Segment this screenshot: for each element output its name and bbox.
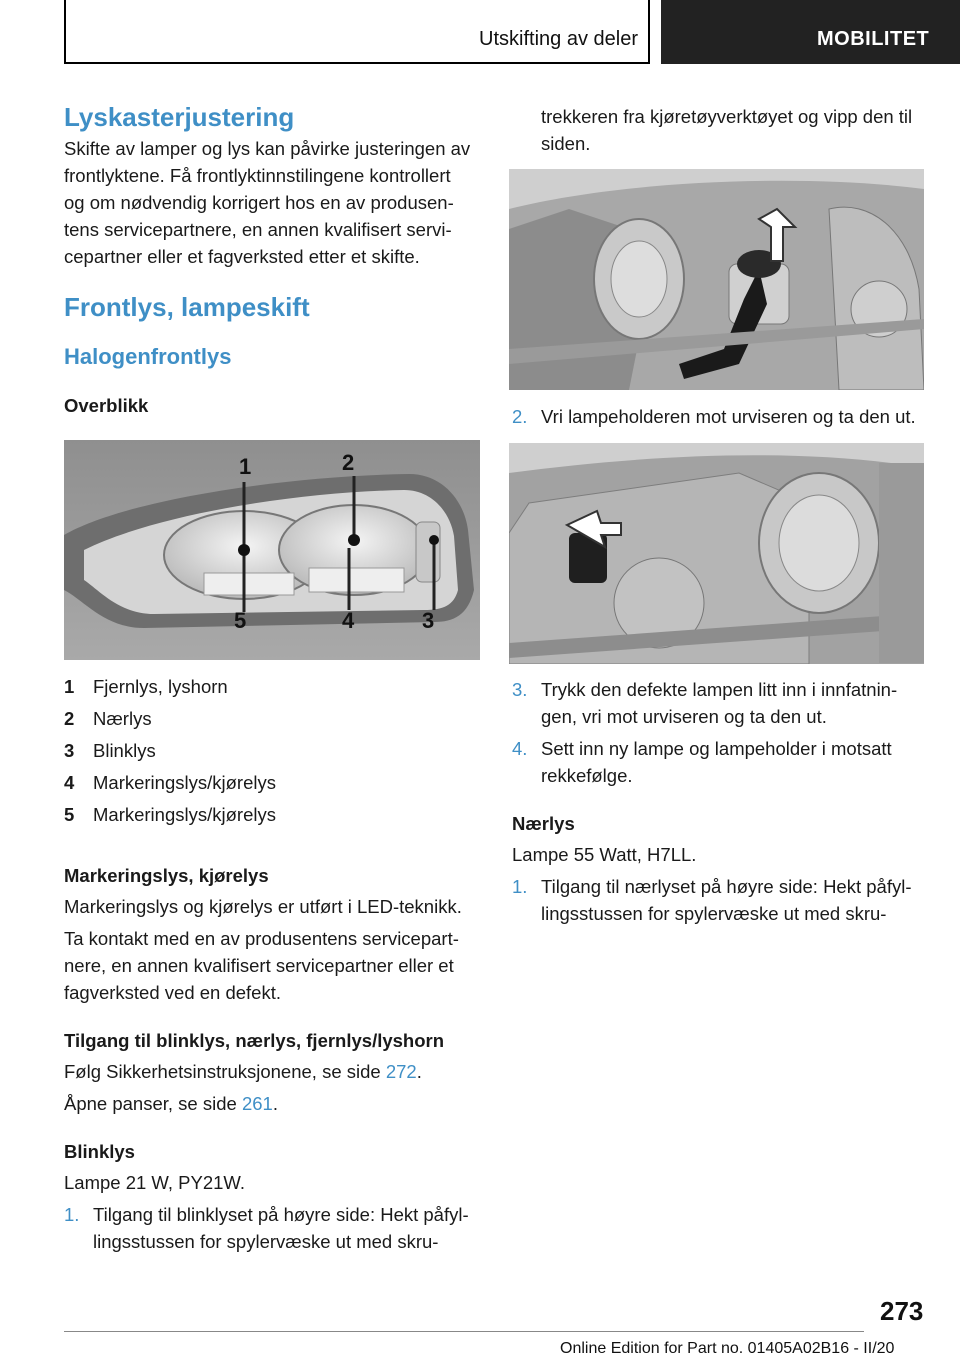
heading-frontlys: Frontlys, lampeskift xyxy=(64,292,310,322)
text-line: frontlyktene. Få frontlyktinnstilingene kontrollert xyxy=(64,165,451,186)
paragraph-hood xyxy=(64,1090,484,1117)
text-line: gen, vri mot urviseren og ta den ut. xyxy=(541,706,827,727)
text-line: trekkeren fra kjøretøyverktøyet og vipp den til xyxy=(541,106,913,127)
legend-number: 4 xyxy=(64,772,75,793)
paragraph-marker-2 xyxy=(64,925,484,1006)
engine-bay-figure-1 xyxy=(509,169,924,390)
page-number: 273 xyxy=(880,1296,924,1326)
legend-number: 3 xyxy=(64,740,75,761)
legend-item xyxy=(64,769,484,801)
chapter-tab xyxy=(661,0,960,64)
paragraph-blink-lamp: Lampe 21 W, PY21W. xyxy=(64,1172,245,1193)
text-line: og om nødvendig korrigert hos en av produsen- xyxy=(64,192,454,213)
text-inline: . xyxy=(272,1093,278,1114)
legend-number: 1 xyxy=(64,676,75,697)
page-link-261[interactable]: 261 xyxy=(241,1093,273,1114)
heading-lyskasterjustering: Lyskasterjustering xyxy=(64,102,295,132)
engine-bay-illustration-1 xyxy=(509,169,924,390)
text-line: Vri lampeholderen mot urviseren og ta den ut. xyxy=(541,406,916,427)
legend-text: Markeringslys/kjørelys xyxy=(93,804,276,825)
subheading-naerlys: Nærlys xyxy=(512,813,575,834)
right-column-lower xyxy=(512,676,932,927)
heading-halogen: Halogenfrontlys xyxy=(64,344,232,369)
header-rule-separator xyxy=(648,0,650,64)
text-inline: Følg Sikkerhetsinstruksjonene, se side xyxy=(64,1061,386,1082)
footer-rule xyxy=(64,1331,864,1332)
engine-bay-figure-2 xyxy=(509,443,924,664)
figure-legend xyxy=(64,673,484,833)
legend-text: Markeringslys/kjørelys xyxy=(93,772,276,793)
step-item xyxy=(512,403,932,430)
figure-label-3: 3 xyxy=(422,608,435,633)
subheading-markeringslys: Markeringslys, kjørelys xyxy=(64,865,269,886)
legend-item xyxy=(64,801,484,833)
chapter-label: MOBILITET xyxy=(817,28,930,50)
paragraph-low-lamp: Lampe 55 Watt, H7LL. xyxy=(512,844,697,865)
left-column xyxy=(64,104,484,419)
section-title: Utskifting av deler xyxy=(479,28,638,50)
paragraph-adjust xyxy=(64,135,484,270)
text-line: Skifte av lamper og lys kan påvirke justeringen av xyxy=(64,138,471,159)
legend-item xyxy=(64,673,484,705)
footer-edition: Online Edition for Part no. 01405A02B16 - II/20 xyxy=(560,1340,895,1357)
figure-label-2: 2 xyxy=(342,450,355,475)
paragraph-safety xyxy=(64,1058,484,1085)
paragraph-marker-1: Markeringslys og kjørelys er utført i LED-teknikk. xyxy=(64,896,462,917)
text-line: Tilgang til blinklyset på høyre side: Hekt påfyl- xyxy=(93,1204,469,1225)
step-number: 4. xyxy=(512,738,528,759)
text-line: tens servicepartnere, en annen kvalifisert servi- xyxy=(64,219,452,240)
headlight-illustration xyxy=(64,440,480,660)
text-line: Tilgang til nærlyset på høyre side: Hekt påfyl- xyxy=(541,876,912,897)
figure-label-5: 5 xyxy=(234,608,247,633)
legend-text: Blinklys xyxy=(93,740,156,761)
step-number: 2. xyxy=(512,406,528,427)
text-line: lingsstussen for spylervæske ut med skru- xyxy=(93,1231,439,1252)
text-inline: . xyxy=(416,1061,422,1082)
text-line: siden. xyxy=(541,133,591,154)
subheading-tilgang: Tilgang til blinklys, nærlys, fjernlys/lyshorn xyxy=(64,1030,445,1051)
subheading-blinklys: Blinklys xyxy=(64,1141,135,1162)
engine-bay-illustration-2 xyxy=(509,443,924,664)
text-line: lingsstussen for spylervæske ut med skru- xyxy=(541,903,887,924)
step-item xyxy=(512,676,932,730)
right-step-2 xyxy=(512,403,932,430)
step-continuation xyxy=(512,103,932,157)
text-line: Sett inn ny lampe og lampeholder i motsatt xyxy=(541,738,892,759)
text-line: Ta kontakt med en av produsentens servicepart- xyxy=(64,928,459,949)
step-number: 1. xyxy=(512,876,528,897)
subheading-overblikk: Overblikk xyxy=(64,395,149,416)
legend-item xyxy=(64,737,484,769)
right-column-top xyxy=(512,103,932,157)
legend-number: 5 xyxy=(64,804,75,825)
figure-label-4: 4 xyxy=(342,608,355,633)
legend-text: Nærlys xyxy=(93,708,152,729)
legend-text: Fjernlys, lyshorn xyxy=(93,676,228,697)
figure-label-1: 1 xyxy=(239,454,252,479)
text-line: Trykk den defekte lampen litt inn i innfatnin- xyxy=(541,679,898,700)
step-number: 3. xyxy=(512,679,528,700)
header-rule-left xyxy=(64,0,66,64)
text-line: fagverksted ved en defekt. xyxy=(64,982,281,1003)
text-line: nere, en annen kvalifisert servicepartner eller et xyxy=(64,955,454,976)
left-column-lower xyxy=(64,862,484,1255)
legend-item xyxy=(64,705,484,737)
header-rule-bottom xyxy=(64,62,648,64)
step-number: 1. xyxy=(64,1204,80,1225)
step-item xyxy=(64,1201,484,1255)
headlight-overview-figure xyxy=(64,440,480,660)
legend-number: 2 xyxy=(64,708,75,729)
text-line: rekkefølge. xyxy=(541,765,633,786)
text-inline: Åpne panser, se side xyxy=(64,1093,242,1114)
step-item xyxy=(512,735,932,789)
text-line: cepartner eller et fagverksted etter et skifte. xyxy=(64,246,420,267)
page-link-272[interactable]: 272 xyxy=(385,1061,417,1082)
step-item xyxy=(512,873,932,927)
